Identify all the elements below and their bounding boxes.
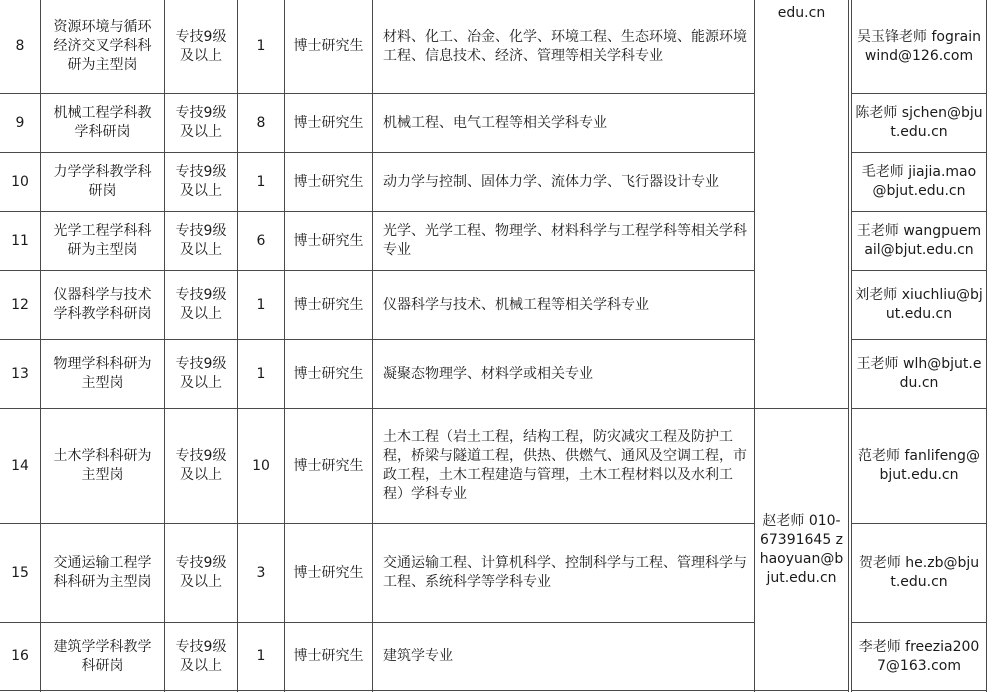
post-name: 仪器科学与技术学科教学科研岗 [53,287,152,322]
post-level: 专技9级及以上 [175,28,227,64]
contact: 王老师 wlh@bjut.edu.cn [856,356,982,391]
degree: 博士研究生 [293,365,364,382]
post-level: 专技9级及以上 [175,356,227,391]
post-level: 专技9级及以上 [175,638,227,674]
row-number: 8 [15,38,25,54]
degree: 博士研究生 [293,564,364,581]
degree: 博士研究生 [293,38,364,54]
col-line [986,0,987,692]
degree: 博士研究生 [293,173,364,190]
contact: 贺老师 he.zb@bjut.edu.cn [858,555,980,590]
degree: 博士研究生 [293,114,364,131]
major: 凝聚态物理学、材料学或相关专业 [383,365,593,382]
contact: 吴玉锋老师 fograinwind@126.com [857,28,981,64]
major: 土木工程（岩土工程，结构工程，防灾减灾工程及防护工程，桥梁与隧道工程，供热、供燃气、通风及空调工程，市政工程，土木工程建造与管理，土木工程材料以及水利工程）学科专业 [383,429,747,502]
post-level: 专技9级及以上 [175,105,227,140]
hr-contact-fragment: edu.cn [777,5,826,21]
headcount: 1 [256,173,266,190]
row-number: 16 [11,648,29,664]
contact: 毛老师 jiajia.mao@bjut.edu.cn [861,164,977,199]
post-level: 专技9级及以上 [175,287,227,322]
row-number: 14 [11,457,29,474]
post-level: 专技9级及以上 [175,223,227,258]
major: 机械工程、电气工程等相关学科专业 [383,114,607,131]
hr-contact: 赵老师 010-67391645 zhaoyuan@bjut.edu.cn [759,512,844,586]
post-name: 交通运输工程学科科研为主型岗 [53,555,152,590]
row-line [851,690,987,691]
post-name: 物理学科科研为主型岗 [53,356,152,391]
headcount: 8 [256,114,266,131]
major: 动力学与控制、固体力学、流体力学、飞行器设计专业 [383,173,719,190]
row-line [0,690,755,691]
post-name: 力学学科教学科研岗 [53,164,152,199]
headcount: 1 [256,38,266,54]
headcount: 3 [256,564,266,581]
major: 建筑学专业 [383,648,453,664]
degree: 博士研究生 [293,457,364,474]
headcount: 1 [256,648,266,664]
degree: 博士研究生 [293,296,364,313]
contact: 李老师 freezia2007@163.com [858,638,980,674]
row-number: 15 [11,564,29,581]
col-line [848,0,849,692]
major: 仪器科学与技术、机械工程等相关学科专业 [383,296,649,313]
post-name: 光学工程学科科研为主型岗 [53,223,152,258]
contact: 陈老师 sjchen@bjut.edu.cn [855,105,983,140]
row-number: 10 [11,173,29,190]
row-number: 11 [11,232,29,249]
headcount: 1 [256,296,266,313]
post-name: 土木学科科研为主型岗 [53,448,152,483]
row-number: 9 [15,114,25,131]
contact: 王老师 wangpuemail@bjut.edu.cn [856,223,982,258]
degree: 博士研究生 [293,648,364,664]
post-level: 专技9级及以上 [175,555,227,590]
post-level: 专技9级及以上 [175,448,227,483]
row-number: 13 [11,365,29,382]
post-level: 专技9级及以上 [175,164,227,199]
post-name: 机械工程学科教学科研岗 [53,105,152,140]
post-name: 建筑学学科教学科研岗 [53,638,152,674]
major: 光学、光学工程、物理学、材料科学与工程学科等相关学科专业 [383,223,747,258]
major: 材料、化工、冶金、化学、环境工程、生态环境、能源环境工程、信息技术、经济、管理等相关学科专业 [383,28,747,64]
headcount: 1 [256,365,266,382]
degree: 博士研究生 [293,232,364,249]
contact: 范老师 fanlifeng@bjut.edu.cn [858,448,980,483]
headcount: 10 [252,457,270,474]
row-number: 12 [11,296,29,313]
major: 交通运输工程、计算机科学、控制科学与工程、管理科学与工程、系统科学等学科专业 [383,555,747,590]
headcount: 6 [256,232,266,249]
contact: 刘老师 xiuchliu@bjut.edu.cn [855,287,983,322]
row-line [754,690,849,691]
post-name: 资源环境与循环经济交叉学科科研为主型岗 [53,19,152,73]
